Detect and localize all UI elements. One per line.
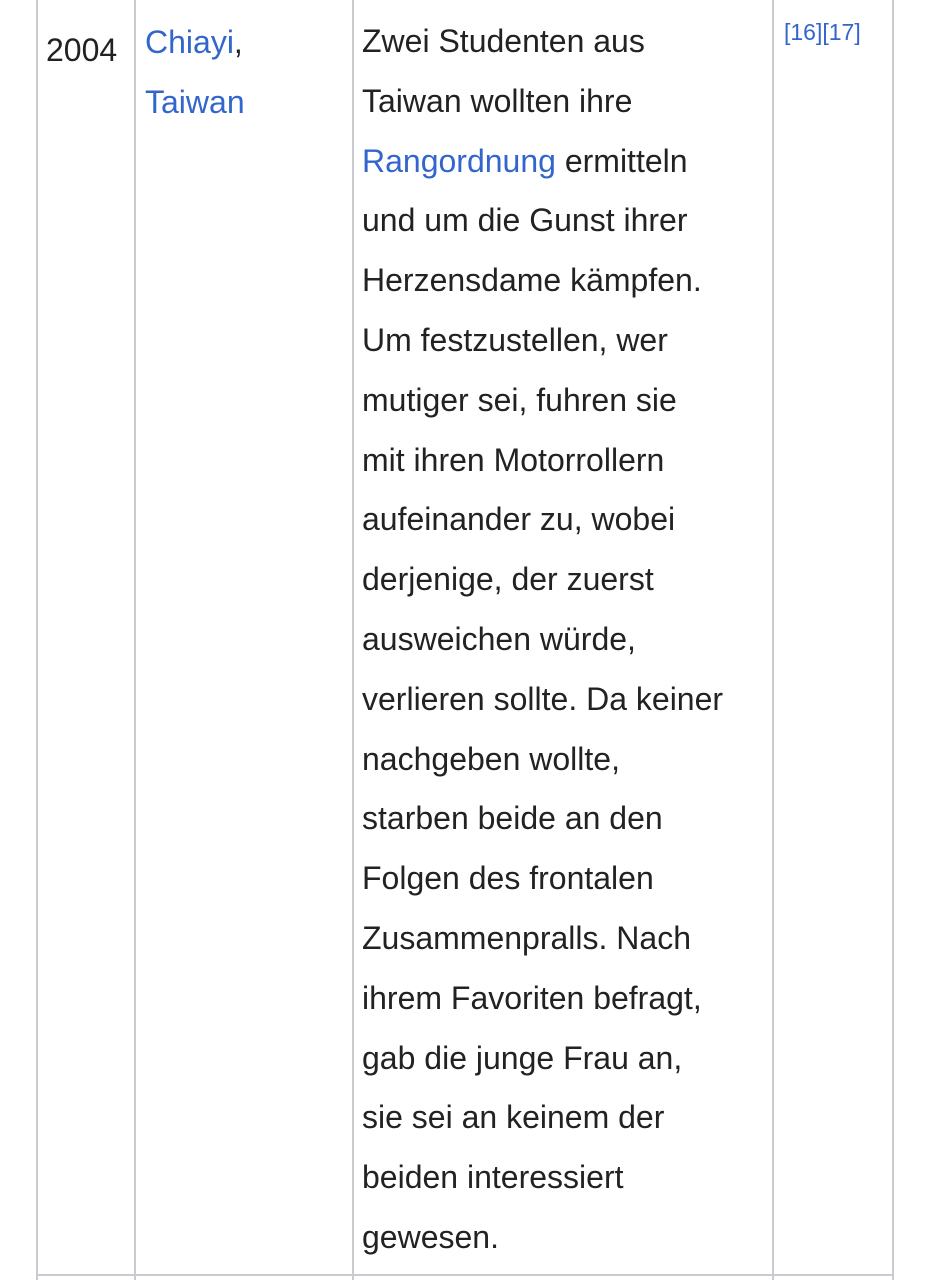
description-line: starben beide an den [362, 800, 663, 837]
description-line: gewesen. [362, 1218, 499, 1255]
reference-link-17[interactable]: [17] [822, 19, 861, 45]
year-cell: 2004 [46, 32, 118, 68]
column-divider-description-refs [772, 0, 774, 1280]
description-line: mit ihren Motorrollern [362, 441, 665, 478]
place-cell [145, 12, 245, 132]
chiayi-link[interactable]: Chiayi [145, 24, 234, 60]
description-line: Herzensdame kämpfen. [362, 262, 702, 299]
description-line: Taiwan wollten ihre [362, 82, 633, 119]
taiwan-link[interactable]: Taiwan [145, 84, 245, 120]
description-line: mutiger sei, fuhren sie [362, 381, 677, 418]
description-line: sie sei an keinem der [362, 1099, 665, 1136]
description-line: und um die Gunst ihrer [362, 202, 688, 239]
description-cell [362, 12, 767, 1268]
description-line: Folgen des frontalen [362, 860, 654, 897]
description-line: aufeinander zu, wobei [362, 501, 676, 538]
description-line: Zusammenpralls. Nach [362, 919, 691, 956]
column-divider-place-description [352, 0, 354, 1280]
description-line: gab die junge Frau an, [362, 1039, 683, 1076]
description-line: Um festzustellen, wer [362, 321, 668, 358]
description-line-rest: ermitteln [555, 142, 688, 179]
references-cell [784, 16, 861, 48]
description-line: verlieren sollte. Da keiner [362, 680, 724, 717]
description-line [362, 132, 767, 192]
reference-link-16[interactable]: [16] [784, 19, 823, 45]
description-line: ihrem Favoriten befragt, [362, 979, 702, 1016]
description-line: ausweichen würde, [362, 620, 636, 657]
rangordnung-link[interactable]: Rangordnung [362, 142, 556, 179]
description-line: derjenige, der zuerst [362, 561, 654, 598]
description-line: nachgeben wollte, [362, 740, 620, 777]
description-line: beiden interessiert [362, 1159, 624, 1196]
place-comma: , [233, 24, 243, 60]
column-divider-year-place [134, 0, 136, 1280]
place-line-1 [145, 12, 245, 72]
row-bottom-border [36, 1274, 894, 1276]
description-line: Zwei Studenten aus [362, 23, 645, 59]
